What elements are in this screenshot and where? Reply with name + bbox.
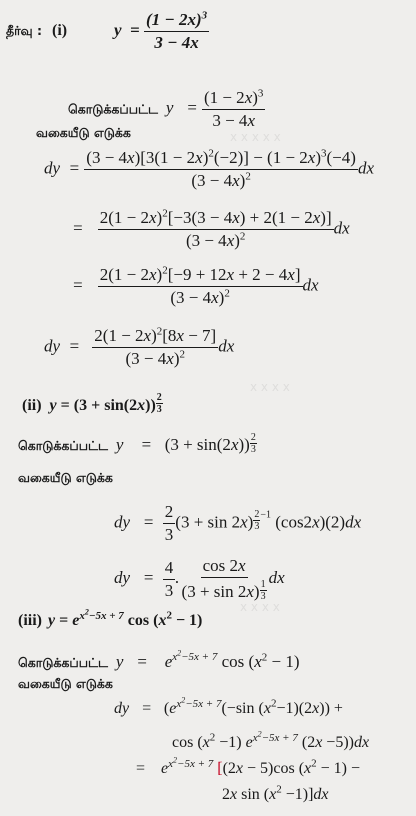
part-iii-function: (iii) $y = e^{x^2-5x + 7}$ $\cos (x^2 - 1)$	[18, 607, 203, 629]
part-iii-step2a: = $e^{x^2-5x + 7}$ [(2x − 5)cos $(x^2 - 1)$ −	[136, 755, 361, 777]
part-i-result: dy = $\frac{2(1 - 2x)^2[8x - 7]}{(3 - 4x)^2}$ dx	[44, 325, 235, 368]
part-i-step3: = $\frac{2(1 - 2x)^2[-9 + 12x + 2 - 4x]}{(3 - 4x)^2}$ dx	[72, 264, 319, 307]
part-i-diff-label: வகையீடு எடுக்க	[36, 125, 131, 140]
part-iii-label: (iii)	[18, 612, 42, 629]
part-iii-diff-label: வகையீடு எடுக்க	[18, 676, 113, 691]
bleed-through-text: x x x x x	[230, 130, 281, 144]
part-i-label: (i)	[52, 22, 68, 39]
part-iii-step1a: dy = ($e^{x^2-5x + 7}(-\sin$ $(x^2-1)(2x)$) +	[114, 695, 343, 717]
part-ii-diff-label: வகையீடு எடுக்க	[18, 470, 113, 485]
part-iii-step1b: $\cos (x^2 -1)$ $e^{x^2-5x + 7}$ (2x −5))dx	[172, 729, 370, 751]
solution-label: தீர்வு :	[6, 23, 42, 38]
bleed-through-text: x x x x	[250, 380, 290, 394]
part-ii-label: (ii)	[22, 397, 42, 414]
part-iii-given: கொடுக்கப்பட்ட y = $e^{x^2-5x + 7}$ $\cos (x^2 - 1)$	[18, 648, 300, 671]
solution-heading	[6, 22, 67, 40]
part-ii-function: (ii) y = (3 + sin(2x)) $\frac{2}{3}$	[22, 392, 162, 415]
part-ii-given: கொடுக்கப்பட்ட y = (3 + sin(2x)) $\frac{2}{3}$	[18, 432, 256, 455]
part-i-given: கொடுக்கப்பட்ட y = $\frac{(1 - 2x)^3}{3 - 4x}$	[68, 87, 264, 130]
part-ii-result: dy = $\frac{4}{3}$ . cos 2x (3 + sin 2x) $\frac{1}{3}$ dx	[114, 556, 285, 602]
part-ii-step1: dy = $\frac{2}{3}$ (3 + sin 2x) $\frac{2}{3}$ $^{-1}$ (cos2x)(2)dx	[114, 502, 362, 544]
part-i-step2: = $\frac{2(1 - 2x)^2[-3(3 - 4x) + 2(1 - 2x)]}{(3 - 4x)^2}$ dx	[72, 207, 350, 250]
part-i-step1: dy = $\frac{(3 - 4x)[3(1 - 2x)^2(-2)] - (1 - 2x)^3(-4)}{(3 - 4x)^2}$ dx	[44, 147, 374, 190]
part-i-function: y = $\frac{(1 - 2x)^3}{3 - 4x}$	[114, 9, 208, 52]
part-iii-step2b: 2x $\sin (x^2 -1)]dx$	[222, 783, 329, 803]
bleed-through-text: x x x x	[240, 600, 280, 614]
